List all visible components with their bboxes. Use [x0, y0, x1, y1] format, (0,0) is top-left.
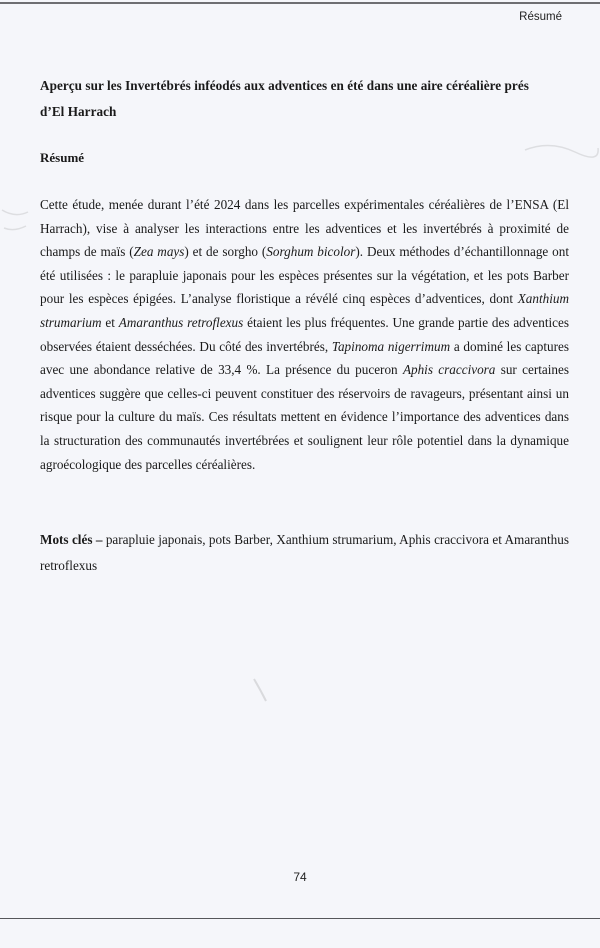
- abstract-segment: a dominé les captures avec une abondance relative de 33,4 %. La présence du puceron: [40, 338, 569, 378]
- page-number: 74: [293, 870, 307, 884]
- species-name: Zea mays: [133, 244, 185, 260]
- document-title: [40, 73, 570, 125]
- species-name: Xanthium strumarium: [40, 291, 569, 330]
- title-line-2: d’El Harrach: [40, 104, 117, 119]
- scan-smudge-decoration: [0, 200, 30, 240]
- species-name: Aphis craccivora: [402, 362, 496, 378]
- title-line-1: Aperçu sur les Invertébrés inféodés aux adventices en été dans une aire céréalière prés: [40, 78, 529, 93]
- abstract-segment: sur certaines adventices suggère que celles-ci peuvent constituer des réservoirs de ravageurs, présentant ainsi un risque pour la culture du maïs. Ces résultats mettent en évidence l’importance des adventices dans la structuration des communautés invertébrées et soulignent leur rôle potentiel dans la dynamique agroécologique des parcelles céréalières.: [40, 362, 569, 472]
- keywords-paragraph: [40, 527, 569, 579]
- scan-smudge-decoration: [520, 130, 600, 170]
- abstract-heading: Résumé: [40, 150, 85, 165]
- keywords-list: parapluie japonais, pots Barber, Xanthium strumarium, Aphis craccivora et Amaranthus retroflexus: [40, 532, 569, 573]
- abstract-segment: étaient les plus fréquentes. Une grande partie des adventices observées étaient desséchées. Du côté des invertébrés,: [40, 314, 569, 354]
- abstract-segment: et: [101, 314, 119, 330]
- abstract-segment: ) et de sorgho (: [184, 244, 267, 260]
- species-name: Sorghum bicolor: [266, 244, 356, 260]
- abstract-segment: ). Deux méthodes d’échantillonnage ont été utilisées : le parapluie japonais pour les espèces présentes sur la végétation, et les pots Barber pour les espèces épigées. L’analyse floristique a révélé cinq espèces d’adventices, dont: [40, 244, 569, 307]
- species-name: Tapinoma nigerrimum: [331, 338, 451, 354]
- running-header: Résumé: [519, 11, 562, 23]
- abstract-segment: Cette étude, menée durant l’été 2024 dans les parcelles expérimentales céréalières de l’ENSA (El Harrach), vise à analyser les interactions entre les adventices et les invertébrés à proximité de champs de maïs (: [40, 197, 569, 260]
- keywords-label: Mots clés –: [40, 532, 103, 547]
- abstract-paragraph: [40, 193, 569, 476]
- scan-smudge-decoration: [250, 675, 270, 705]
- footer-rule: [0, 918, 600, 919]
- header-rule: [0, 2, 600, 4]
- species-name: Amaranthus retroflexus: [118, 314, 244, 330]
